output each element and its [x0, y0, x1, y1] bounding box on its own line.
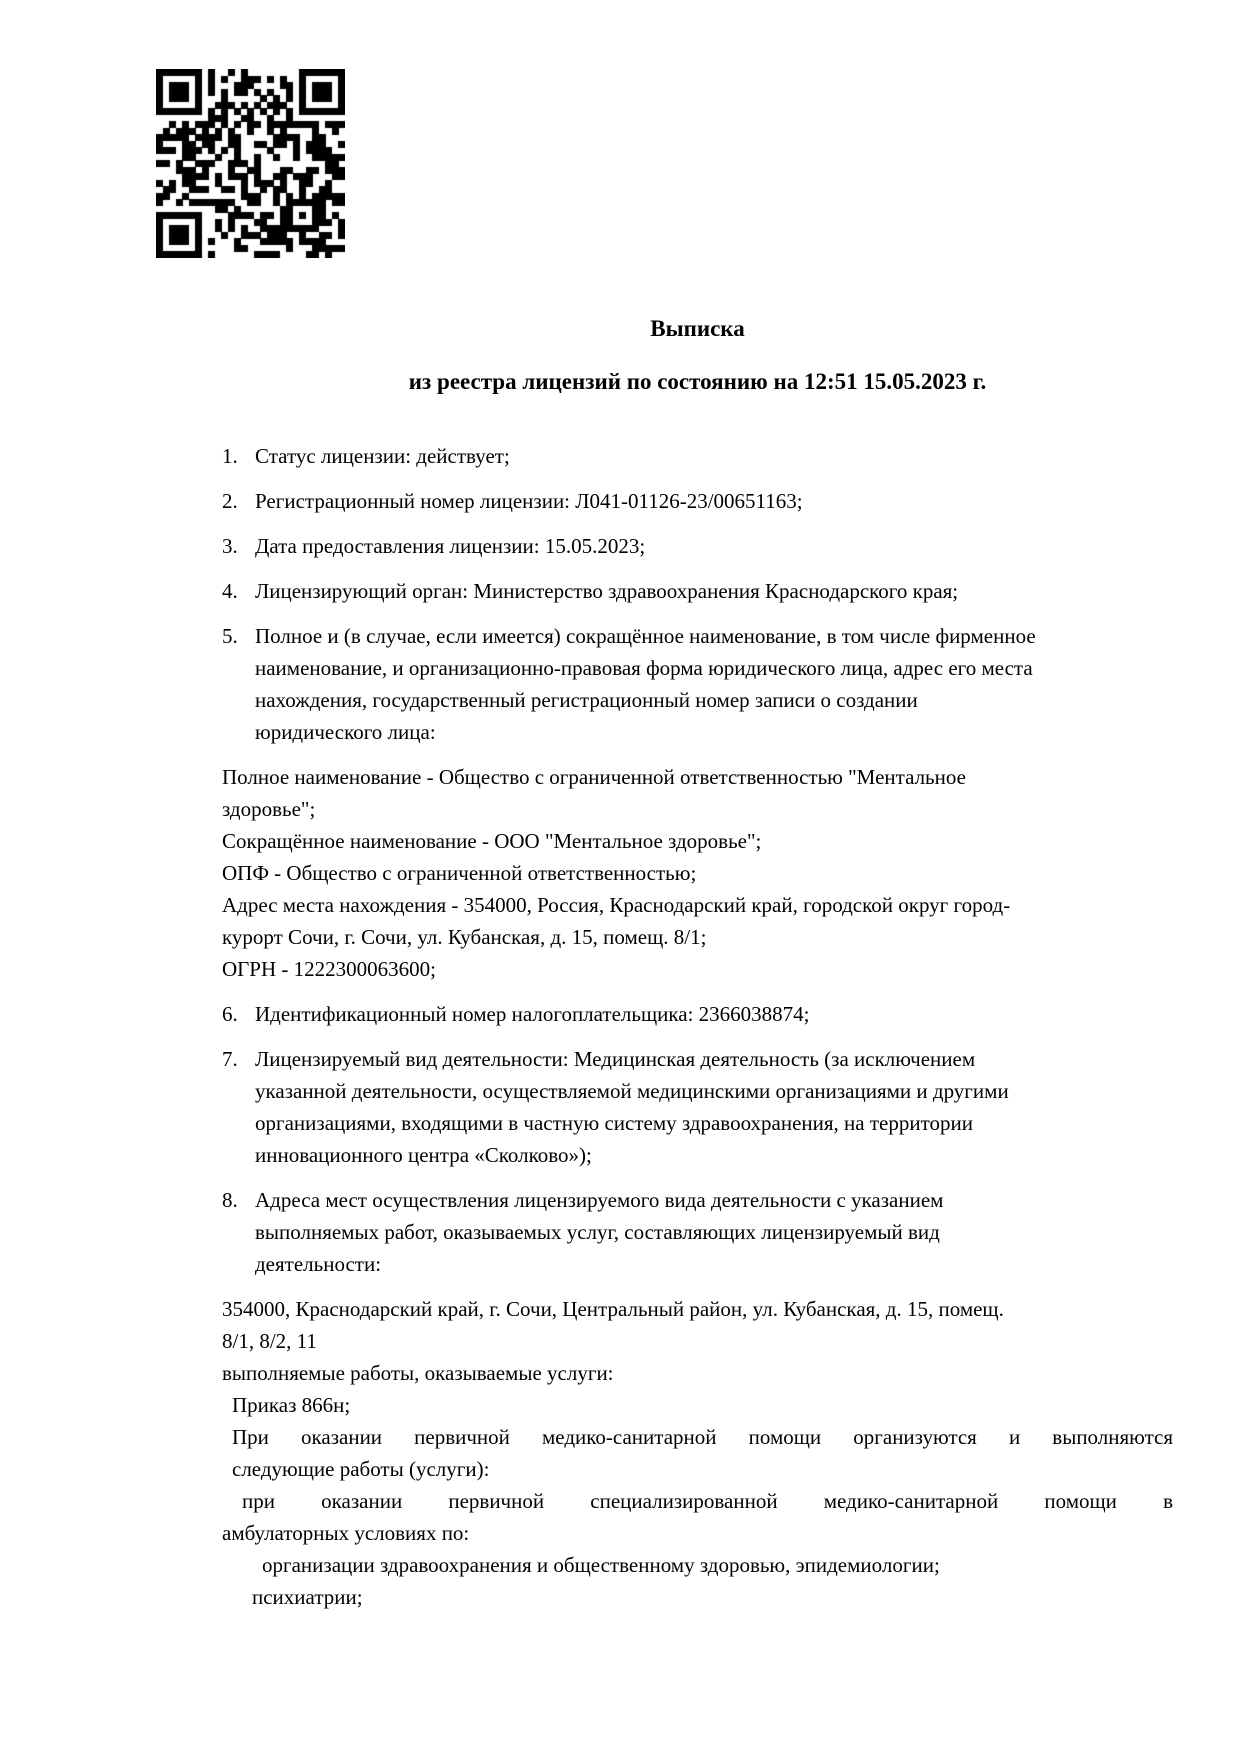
text-line: инновационного центра «Сколково»);	[255, 1143, 592, 1167]
text-line: нахождения, государственный регистрационный номер записи о создании	[255, 688, 918, 712]
page-title: Выписка	[650, 316, 745, 341]
list-item-3	[222, 530, 1173, 562]
works-text-line: при оказании первичной специализированной медико-санитарной помощи в	[242, 1489, 1173, 1513]
org-details	[222, 761, 1173, 985]
list-item-7	[222, 1043, 1173, 1171]
text-line: выполняемых работ, оказываемых услуг, составляющих лицензируемый вид	[255, 1220, 940, 1244]
works-and-services	[222, 1293, 1173, 1613]
org-full-name-line: здоровье";	[222, 797, 316, 821]
list-item-4	[222, 575, 1173, 607]
works-text-line: организации здравоохранения и общественному здоровью, эпидемиологии;	[262, 1553, 940, 1577]
list-item-6	[222, 998, 1173, 1030]
item-text: Дата предоставления лицензии: 15.05.2023;	[255, 534, 646, 558]
list-item-8	[222, 1184, 1173, 1280]
order-line: Приказ 866н;	[232, 1393, 351, 1417]
activity-address-line: 8/1, 8/2, 11	[222, 1329, 317, 1353]
activity-address-line: 354000, Краснодарский край, г. Сочи, Центральный район, ул. Кубанская, д. 15, помещ.	[222, 1297, 1004, 1321]
text-line: юридического лица:	[255, 720, 436, 744]
works-text-line: амбулаторных условиях по:	[222, 1521, 470, 1545]
item-number: 1.	[222, 444, 238, 468]
text-line	[222, 998, 1173, 1030]
item-number: 4.	[222, 579, 238, 603]
text-line	[222, 530, 1173, 562]
works-text-line: психиатрии;	[252, 1585, 363, 1609]
list-item-5	[222, 620, 1173, 748]
item-number: 3.	[222, 534, 238, 558]
org-opf-line: ОПФ - Общество с ограниченной ответственностью;	[222, 861, 697, 885]
document-body	[222, 440, 1173, 1613]
item-text: Регистрационный номер лицензии: Л041-01126-23/00651163;	[255, 489, 803, 513]
item-number: 8.	[222, 1188, 238, 1212]
item-number: 7.	[222, 1047, 238, 1071]
text-line	[222, 575, 1173, 607]
page-subtitle: из реестра лицензий по состоянию на 12:51 15.05.2023 г.	[408, 369, 987, 394]
org-address-line: курорт Сочи, г. Сочи, ул. Кубанская, д. 15, помещ. 8/1;	[222, 925, 707, 949]
item-number: 6.	[222, 1002, 238, 1026]
text-line: указанной деятельности, осуществляемой медицинскими организациями и другими	[255, 1079, 1009, 1103]
item-text: Полное и (в случае, если имеется) сокращённое наименование, в том числе фирменное	[255, 624, 1036, 648]
item-text: Статус лицензии: действует;	[255, 444, 510, 468]
text-line	[222, 1043, 1173, 1075]
list-item-1	[222, 440, 1173, 472]
text-line	[222, 485, 1173, 517]
text-line	[222, 1184, 1173, 1216]
org-address-line: Адрес места нахождения - 354000, Россия, Краснодарский край, городской округ город-	[222, 893, 1011, 917]
item-number: 2.	[222, 489, 238, 513]
org-full-name-line: Полное наименование - Общество с ограниченной ответственностью "Ментальное	[222, 765, 966, 789]
org-short-name-line: Сокращённое наименование - ООО "Ментальное здоровье";	[222, 829, 762, 853]
org-ogrn-line: ОГРН - 1222300063600;	[222, 957, 436, 981]
item-number: 5.	[222, 624, 238, 648]
document-content	[222, 0, 1173, 1626]
works-text-line: При оказании первичной медико-санитарной помощи организуются и выполняются	[232, 1425, 1173, 1449]
text-line	[222, 620, 1173, 652]
text-line: деятельности:	[255, 1252, 382, 1276]
item-text: Лицензирующий орган: Министерство здравоохранения Краснодарского края;	[255, 579, 959, 603]
works-text-line: следующие работы (услуги):	[232, 1457, 490, 1481]
text-line	[222, 440, 1173, 472]
item-text: Идентификационный номер налогоплательщика: 2366038874;	[255, 1002, 810, 1026]
item-text: Адреса мест осуществления лицензируемого вида деятельности с указанием	[255, 1188, 944, 1212]
item-text: Лицензируемый вид деятельности: Медицинская деятельность (за исключением	[255, 1047, 976, 1071]
text-line: организациями, входящими в частную систему здравоохранения, на территории	[255, 1111, 973, 1135]
text-line: наименование, и организационно-правовая форма юридического лица, адрес его места	[255, 656, 1033, 680]
list-item-2	[222, 485, 1173, 517]
works-header-line: выполняемые работы, оказываемые услуги:	[222, 1361, 614, 1385]
